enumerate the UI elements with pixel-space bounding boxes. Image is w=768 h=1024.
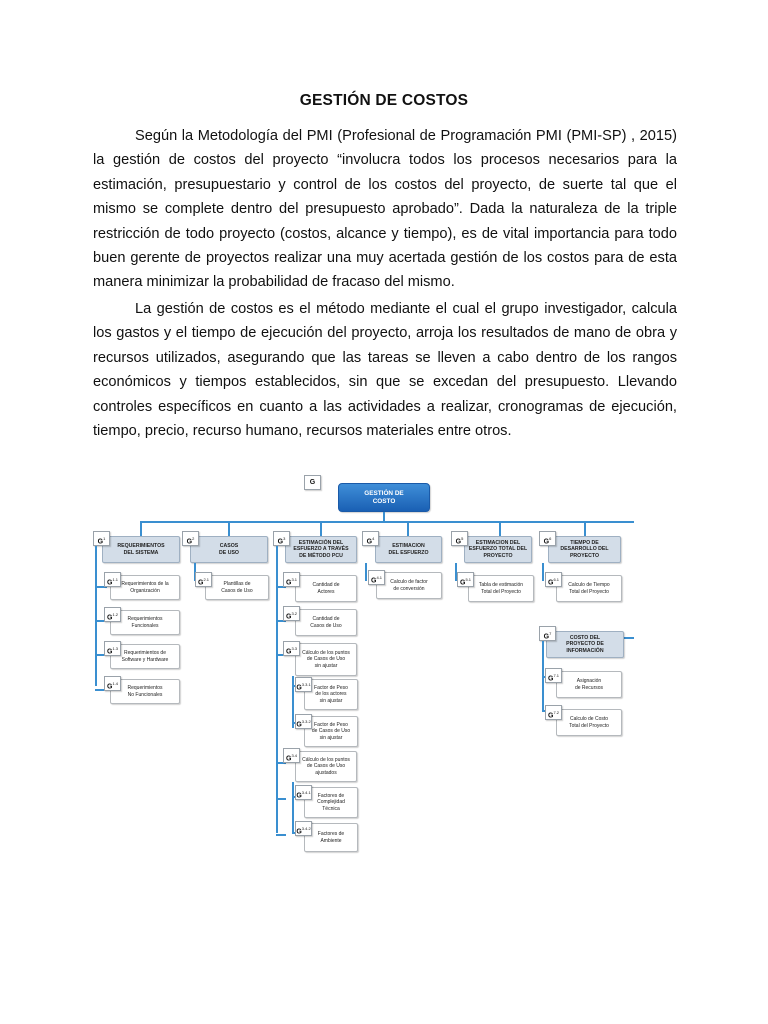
leaf-code-tag: $G^{3.3.1}$: [295, 677, 312, 692]
connector-line: [140, 521, 142, 536]
connector-line: [95, 546, 97, 686]
leaf-code-tag: $G^{1.4}$: [104, 676, 121, 691]
leaf-code-tag: $G^{7.2}$: [545, 705, 562, 720]
branch-label: ESTIMACIÓN DEL ESFUERZO A TRAVÉS DE MÉTODO PCU: [293, 540, 349, 559]
leaf-code-tag: $G^{3.3.2}$: [295, 714, 312, 729]
connector-line: [624, 637, 634, 639]
branch-code-tag: $G^6$: [539, 531, 556, 546]
leaf-code-tag: $G^{3.3}$: [283, 641, 300, 656]
root-label: GESTIÓN DE COSTO: [364, 489, 404, 505]
leaf-label: Factor de Peso de los actores sin ajustar: [314, 685, 348, 704]
leaf-label: Tabla de estimación Total del Proyecto: [478, 582, 524, 595]
leaf-label: Cálculo de los puntos de Casos de Uso ajustados: [302, 757, 350, 776]
connector-line: [276, 546, 278, 833]
document-title: GESTIÓN DE COSTOS: [299, 92, 469, 109]
leaf-code-tag: $G^{1.2}$: [104, 607, 121, 622]
leaf-label: Requerimientos de Software y Hardware: [121, 650, 169, 663]
leaf-label: Requerimientos Funcionales: [127, 616, 163, 629]
paragraph-2: La gestión de costos es el método mediante el cual el grupo investigador, calcula los gastos y el tiempo de ejecución del proyecto, arroja los resultados de mano de obra y recursos utilizados, asegurando que las tareas se lleven a cabo dentro de los rangos económicos y tiempos establecidos, sin que se excedan del presupuesto. Llevando controles específicos en cuanto a las actividades a realizar, cronogramas de ejecución, tiempo, precio, recurso humano, recursos materiales entre otros.: [93, 301, 677, 440]
connector-line: [584, 521, 586, 536]
branch-label: ESTIMACION DEL ESFUERZO TOTAL DEL PROYECTO: [468, 540, 528, 559]
branch-code-tag: $G^3$: [273, 531, 290, 546]
branch-label: CASOS DE USO: [219, 543, 239, 556]
branch-label: COSTO DEL PROYECTO DE INFORMACIÓN: [566, 635, 604, 654]
leaf-code-tag: $G^{3.4}$: [283, 748, 300, 763]
leaf-code-tag: $G^{7.1}$: [545, 668, 562, 683]
connector-line: [228, 521, 230, 536]
leaf-code-tag: $G^{2.1}$: [195, 572, 212, 587]
leaf-label: Factores de Complejidad Técnica: [317, 793, 345, 812]
branch-label: TIEMPO DE DESARROLLO DEL PROYECTO: [560, 540, 609, 559]
leaf-code-tag: $G^{3.4.1}$: [295, 785, 312, 800]
branch-code-tag: $G^4$: [362, 531, 379, 546]
leaf-label: Cálculo de los puntos de Casos de Uso sin ajustar: [302, 650, 350, 669]
connector-line: [140, 521, 634, 523]
connector-line: [407, 521, 409, 536]
connector-line: [292, 782, 294, 834]
leaf-label: Requerimientos No Funcionales: [127, 685, 163, 698]
leaf-code-tag: $G^{3.1}$: [283, 572, 300, 587]
leaf-code-tag: $G^{3.2}$: [283, 606, 300, 621]
connector-line: [320, 521, 322, 536]
connector-line: [276, 798, 286, 800]
branch-code-tag: $G^2$: [182, 531, 199, 546]
branch-code-tag: $G^5$: [451, 531, 468, 546]
connector-line: [365, 563, 367, 581]
connector-line: [276, 834, 286, 836]
leaf-label: Calculo de Tiempo Total del Proyecto: [568, 582, 610, 595]
branch-code-tag: $G^1$: [93, 531, 110, 546]
root-code-tag: G: [304, 475, 321, 490]
leaf-label: Factores de Ambiente: [317, 831, 345, 844]
connector-line: [499, 521, 501, 536]
leaf-code-tag: $G^{1.3}$: [104, 641, 121, 656]
leaf-label: Asignación de Recursos: [574, 678, 604, 691]
leaf-label: Requerimientos de la Organización: [121, 581, 169, 594]
branch-label: REQUERIMIENTOS DEL SISTEMA: [117, 543, 165, 556]
leaf-label: Calculo de factor de conversión: [390, 579, 428, 592]
leaf-label: Cantidad de Actores: [312, 582, 340, 595]
leaf-label: Plantillas de Casos de Uso: [221, 581, 253, 594]
connector-line: [292, 676, 294, 728]
paragraph-1: Según la Metodología del PMI (Profesional de Programación PMI (PMI-SP) , 2015) la gestión de costos del proyecto “involucra todos los procesos necesarios para la estimación, presupuestario y control de los costos del proyecto, de suerte tal que el mismo se complete dentro del presupuesto aprobado”. Dada la naturaleza de la triple restricción de todo proyecto (costos, alcance y tiempo), es de vital importancia para todo buen gerente de proyectos realizar una muy acertada gestión de los costos para de esta manera minimizar la probabilidad de fracaso del mismo.: [93, 128, 677, 291]
leaf-label: Calculo de Costo Total del Proyecto: [569, 716, 609, 729]
leaf-label: Cantidad de Casos de Uso: [310, 616, 342, 629]
leaf-label: Factor de Peso de Casos de Uso sin ajustar: [311, 722, 351, 741]
leaf-code-tag: $G^{6.1}$: [545, 572, 562, 587]
branch-label: ESTIMACION DEL ESFUERZO: [388, 543, 429, 556]
connector-line: [542, 563, 544, 581]
leaf-code-tag: $G^{4.1}$: [368, 570, 385, 585]
leaf-code-tag: $G^{3.4.2}$: [295, 821, 312, 836]
leaf-code-tag: $G^{1.1}$: [104, 572, 121, 587]
branch-code-tag: $G^7$: [539, 626, 556, 641]
leaf-code-tag: $G^{5.1}$: [457, 572, 474, 587]
